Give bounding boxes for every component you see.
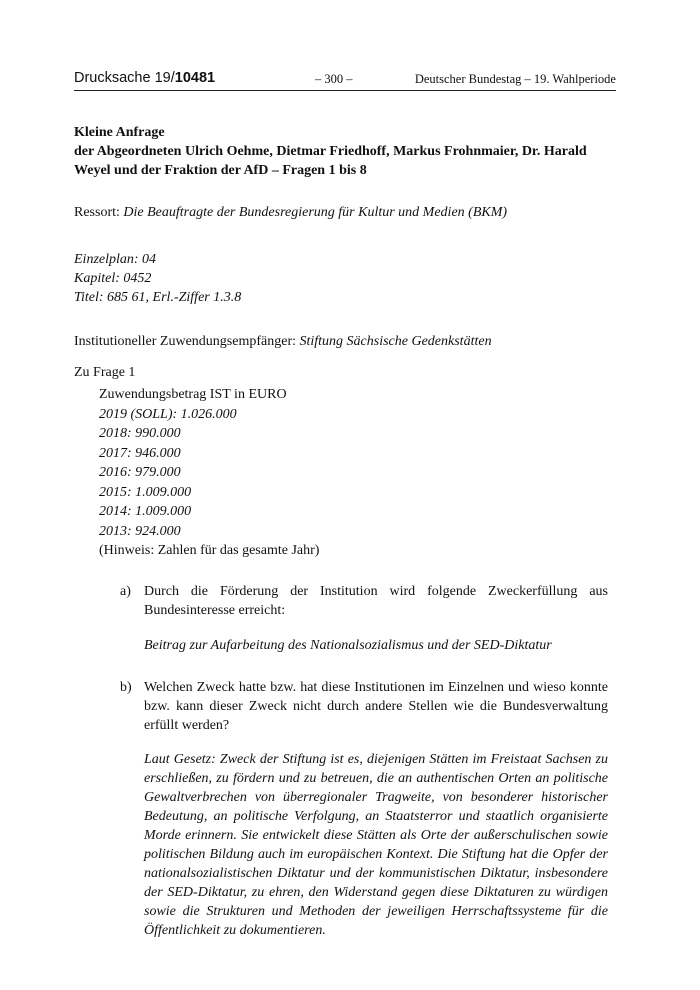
page-number: – 300 – — [315, 72, 353, 86]
amount-row: 2017: 946.000 — [99, 445, 181, 461]
sub-question-b — [120, 678, 608, 735]
title-line: Weyel und der Fraktion der AfD – Fragen 1 bis 8 — [74, 163, 367, 178]
funding-list — [99, 385, 319, 561]
page-header — [74, 68, 616, 91]
answer-b: Laut Gesetz: Zweck der Stiftung ist es, diejenigen Stätten im Freistaat Sachsen zu erschließen, zu fördern und zu betreuen, die an authentischen Orten an politische Gewaltverbrechen von überregionaler Tragweite, von besonderer historischer Bedeutung, an politische Verfolgung, an Staatsterror und staatlich organisierte Morde erinnern. Sie entwickelt diese Stätten als Orte der außerschulischen sowie politischen Bildung auch im europäischen Kontext. Die Stiftung hat die Opfer der nationalsozialistischen Diktatur und der kommunistischen Diktatur, insbesondere der SED-Diktatur, zu ehren, den Widerstand gegen diese Diktaturen zu würdigen sowie die Strukturen und Methoden der jeweiligen Herrschaftssysteme für die Öffentlichkeit zu dokumentieren. — [144, 752, 608, 938]
amount-row: 2014: 1.009.000 — [99, 504, 192, 519]
sub-question-a — [120, 582, 608, 620]
recipient-line: Institutioneller Zuwendungsempfänger: Stiftung Sächsische Gedenkstätten — [74, 334, 492, 349]
document-number: Drucksache 19/10481 — [74, 70, 216, 86]
titel: Titel: 685 61, Erl.-Ziffer 1.3.8 — [74, 290, 242, 305]
amount-row: 2018: 990.000 — [99, 426, 181, 441]
inquiry-title — [74, 123, 614, 180]
einzelplan: Einzelplan: 04 — [74, 252, 157, 267]
amount-row: 2013: 924.000 — [99, 523, 181, 539]
question-heading: Zu Frage 1 — [74, 365, 136, 380]
list-marker: b) — [120, 680, 132, 695]
amount-note: (Hinweis: Zahlen für das gesamte Jahr) — [99, 543, 320, 558]
ressort-line: Ressort: Die Beauftragte der Bundesregierung für Kultur und Medien (BKM) — [74, 205, 508, 220]
title-line: der Abgeordneten Ulrich Oehme, Dietmar Friedhoff, Markus Frohnmaier, Dr. Harald — [74, 144, 587, 159]
budget-block — [74, 250, 241, 307]
amount-title: Zuwendungsbetrag IST in EURO — [99, 387, 287, 402]
kapitel: Kapitel: 0452 — [74, 271, 152, 286]
title-line: Kleine Anfrage — [74, 125, 165, 140]
amount-row: 2016: 979.000 — [99, 465, 181, 480]
sub-question-text: Welchen Zweck hatte bzw. hat diese Institutionen im Einzelnen und wieso konnte bzw. kann dieser Zweck nicht durch andere Stellen wie die Bundesverwaltung erfüllt werden? — [144, 680, 608, 733]
amount-row: 2015: 1.009.000 — [99, 484, 192, 500]
amount-row: 2019 (SOLL): 1.026.000 — [99, 406, 237, 422]
list-marker: a) — [120, 584, 131, 599]
sub-question-text: Durch die Förderung der Institution wird folgende Zweckerfüllung aus Bundesinteresse erreicht: — [144, 584, 608, 618]
answer-a: Beitrag zur Aufarbeitung des Nationalsozialismus und der SED-Diktatur — [144, 638, 552, 653]
parliament-period: Deutscher Bundestag – 19. Wahlperiode — [414, 72, 616, 86]
